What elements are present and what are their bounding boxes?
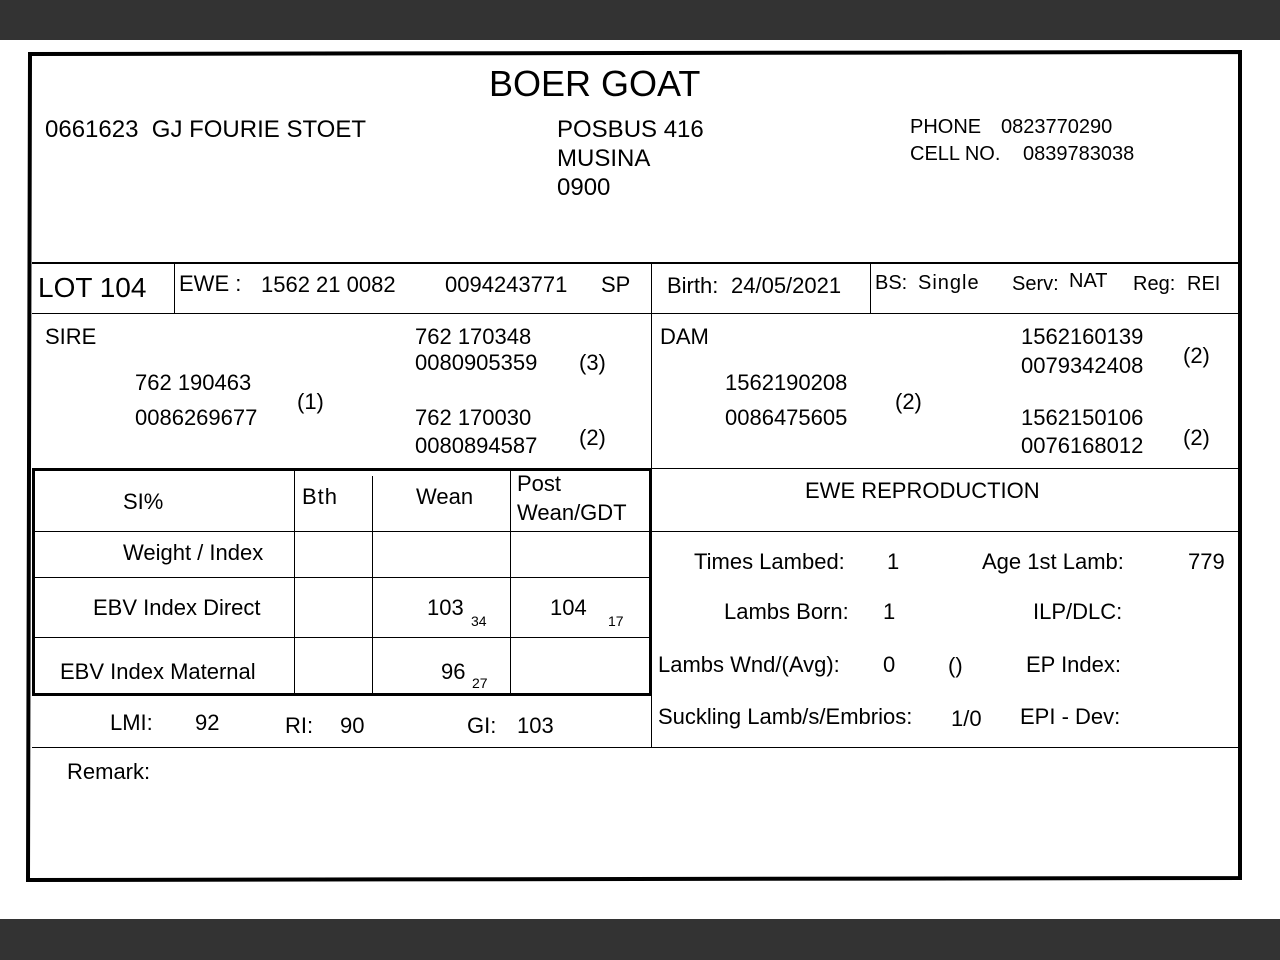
row-ebv-maternal: EBV Index Maternal [60, 659, 256, 684]
ri-value: 90 [340, 713, 365, 738]
dam-id: 1562190208 [725, 370, 848, 395]
row-weight-index: Weight / Index [123, 540, 264, 565]
sire-dam-grade: (2) [579, 425, 606, 450]
lambs-born-value: 1 [883, 599, 896, 624]
epi-dev-label: EPI - Dev: [1020, 704, 1121, 729]
dam-grade: (2) [895, 389, 922, 414]
divider-lot-2 [651, 263, 652, 314]
breeder-name: 0661623 GJ FOURIE STOET [45, 116, 367, 143]
ri-label: RI: [285, 713, 314, 738]
lambs-wnd-label: Lambs Wnd/(Avg): [658, 652, 840, 677]
col-post-1: Post [517, 471, 562, 496]
si-table-left [32, 468, 35, 695]
ewe-id: 1562 21 0082 [261, 272, 396, 297]
sire-grade: (1) [297, 389, 324, 414]
age-first-lamb-value: 779 [1188, 549, 1225, 574]
cell-label: CELL NO. [910, 143, 1001, 165]
dam-sire-reg: 0079342408 [1021, 353, 1144, 378]
si-col-line-2 [372, 476, 373, 695]
col-bth: Bth [302, 484, 339, 509]
birth-label: Birth: [667, 273, 719, 298]
dam-sire-id: 1562160139 [1021, 324, 1144, 349]
direct-wean-accuracy: 34 [471, 613, 487, 629]
direct-wean-value: 103 [427, 595, 464, 620]
dam-dam-reg: 0076168012 [1021, 433, 1144, 458]
times-lambed-value: 1 [887, 549, 900, 574]
address-line-3: 0900 [557, 174, 611, 201]
bs-label: BS: [875, 272, 908, 294]
sire-id: 762 190463 [135, 370, 252, 395]
dam-sire-grade: (2) [1183, 343, 1210, 368]
phone-label: PHONE [910, 116, 982, 138]
lot-number: LOT 104 [38, 272, 147, 303]
si-col-line-1 [294, 470, 295, 695]
col-wean: Wean [416, 484, 474, 509]
indices-bottom-line [32, 747, 1240, 748]
sire-dam-id: 762 170030 [415, 405, 532, 430]
serv-label: Serv: [1012, 273, 1059, 295]
ewe-label: EWE : [179, 271, 242, 296]
ilp-dlc-label: ILP/DLC: [1033, 599, 1123, 624]
lmi-label: LMI: [110, 710, 153, 735]
cell-number: 0839783038 [1023, 143, 1135, 165]
sire-dam-reg: 0080894587 [415, 433, 538, 458]
times-lambed-label: Times Lambed: [694, 549, 845, 574]
suckling-label: Suckling Lamb/s/Embrios: [658, 704, 913, 729]
dam-reg: 0086475605 [725, 405, 848, 430]
reg-value: REI [1187, 273, 1221, 295]
bs-value: Single [918, 272, 980, 294]
direct-post-value: 104 [550, 595, 587, 620]
sire-reg: 0086269677 [135, 405, 258, 430]
lambs-wnd-avg: () [948, 653, 963, 678]
dam-heading: DAM [660, 324, 709, 349]
sire-sire-grade: (3) [579, 350, 606, 375]
si-label: SI% [123, 489, 164, 514]
card-title: BOER GOAT [489, 63, 701, 104]
maternal-wean-accuracy: 27 [472, 675, 488, 691]
sire-heading: SIRE [45, 324, 97, 349]
reg-label: Reg: [1133, 273, 1176, 295]
lmi-value: 92 [195, 710, 220, 735]
birth-date: 24/05/2021 [731, 273, 842, 298]
lambs-wnd-value: 0 [883, 652, 896, 677]
divider-lot-top [32, 262, 1240, 264]
gi-value: 103 [517, 713, 554, 738]
si-table-right [649, 468, 652, 695]
age-first-lamb-label: Age 1st Lamb: [982, 549, 1124, 574]
ep-index-label: EP Index: [1026, 652, 1121, 677]
dam-dam-id: 1562150106 [1021, 405, 1144, 430]
divider-lot-1 [174, 263, 175, 314]
si-row-line-3 [32, 637, 652, 638]
maternal-wean-value: 96 [441, 659, 466, 684]
ewe-sp: SP [601, 272, 631, 297]
lambs-born-label: Lambs Born: [724, 599, 849, 624]
serv-value: NAT [1069, 270, 1108, 292]
si-row-line-1 [32, 531, 1240, 532]
direct-post-accuracy: 17 [608, 613, 624, 629]
row-ebv-direct: EBV Index Direct [93, 595, 261, 620]
dam-dam-grade: (2) [1183, 425, 1210, 450]
sire-sire-reg: 0080905359 [415, 350, 538, 375]
sire-sire-id: 762 170348 [415, 324, 532, 349]
col-post-2: Wean/GDT [517, 500, 627, 525]
si-row-line-2 [32, 577, 652, 578]
gi-label: GI: [467, 713, 497, 738]
si-col-line-3 [510, 470, 511, 695]
ewe-reg: 0094243771 [445, 272, 568, 297]
divider-lot-bottom [32, 313, 1240, 314]
si-table-bottom [32, 693, 652, 696]
address-line-1: POSBUS 416 [557, 116, 704, 143]
divider-lot-3 [870, 263, 871, 314]
reproduction-heading: EWE REPRODUCTION [805, 478, 1040, 503]
remark-label: Remark: [67, 759, 151, 784]
phone-number: 0823770290 [1001, 116, 1113, 138]
suckling-value: 1/0 [951, 706, 982, 731]
address-line-2: MUSINA [557, 145, 651, 172]
